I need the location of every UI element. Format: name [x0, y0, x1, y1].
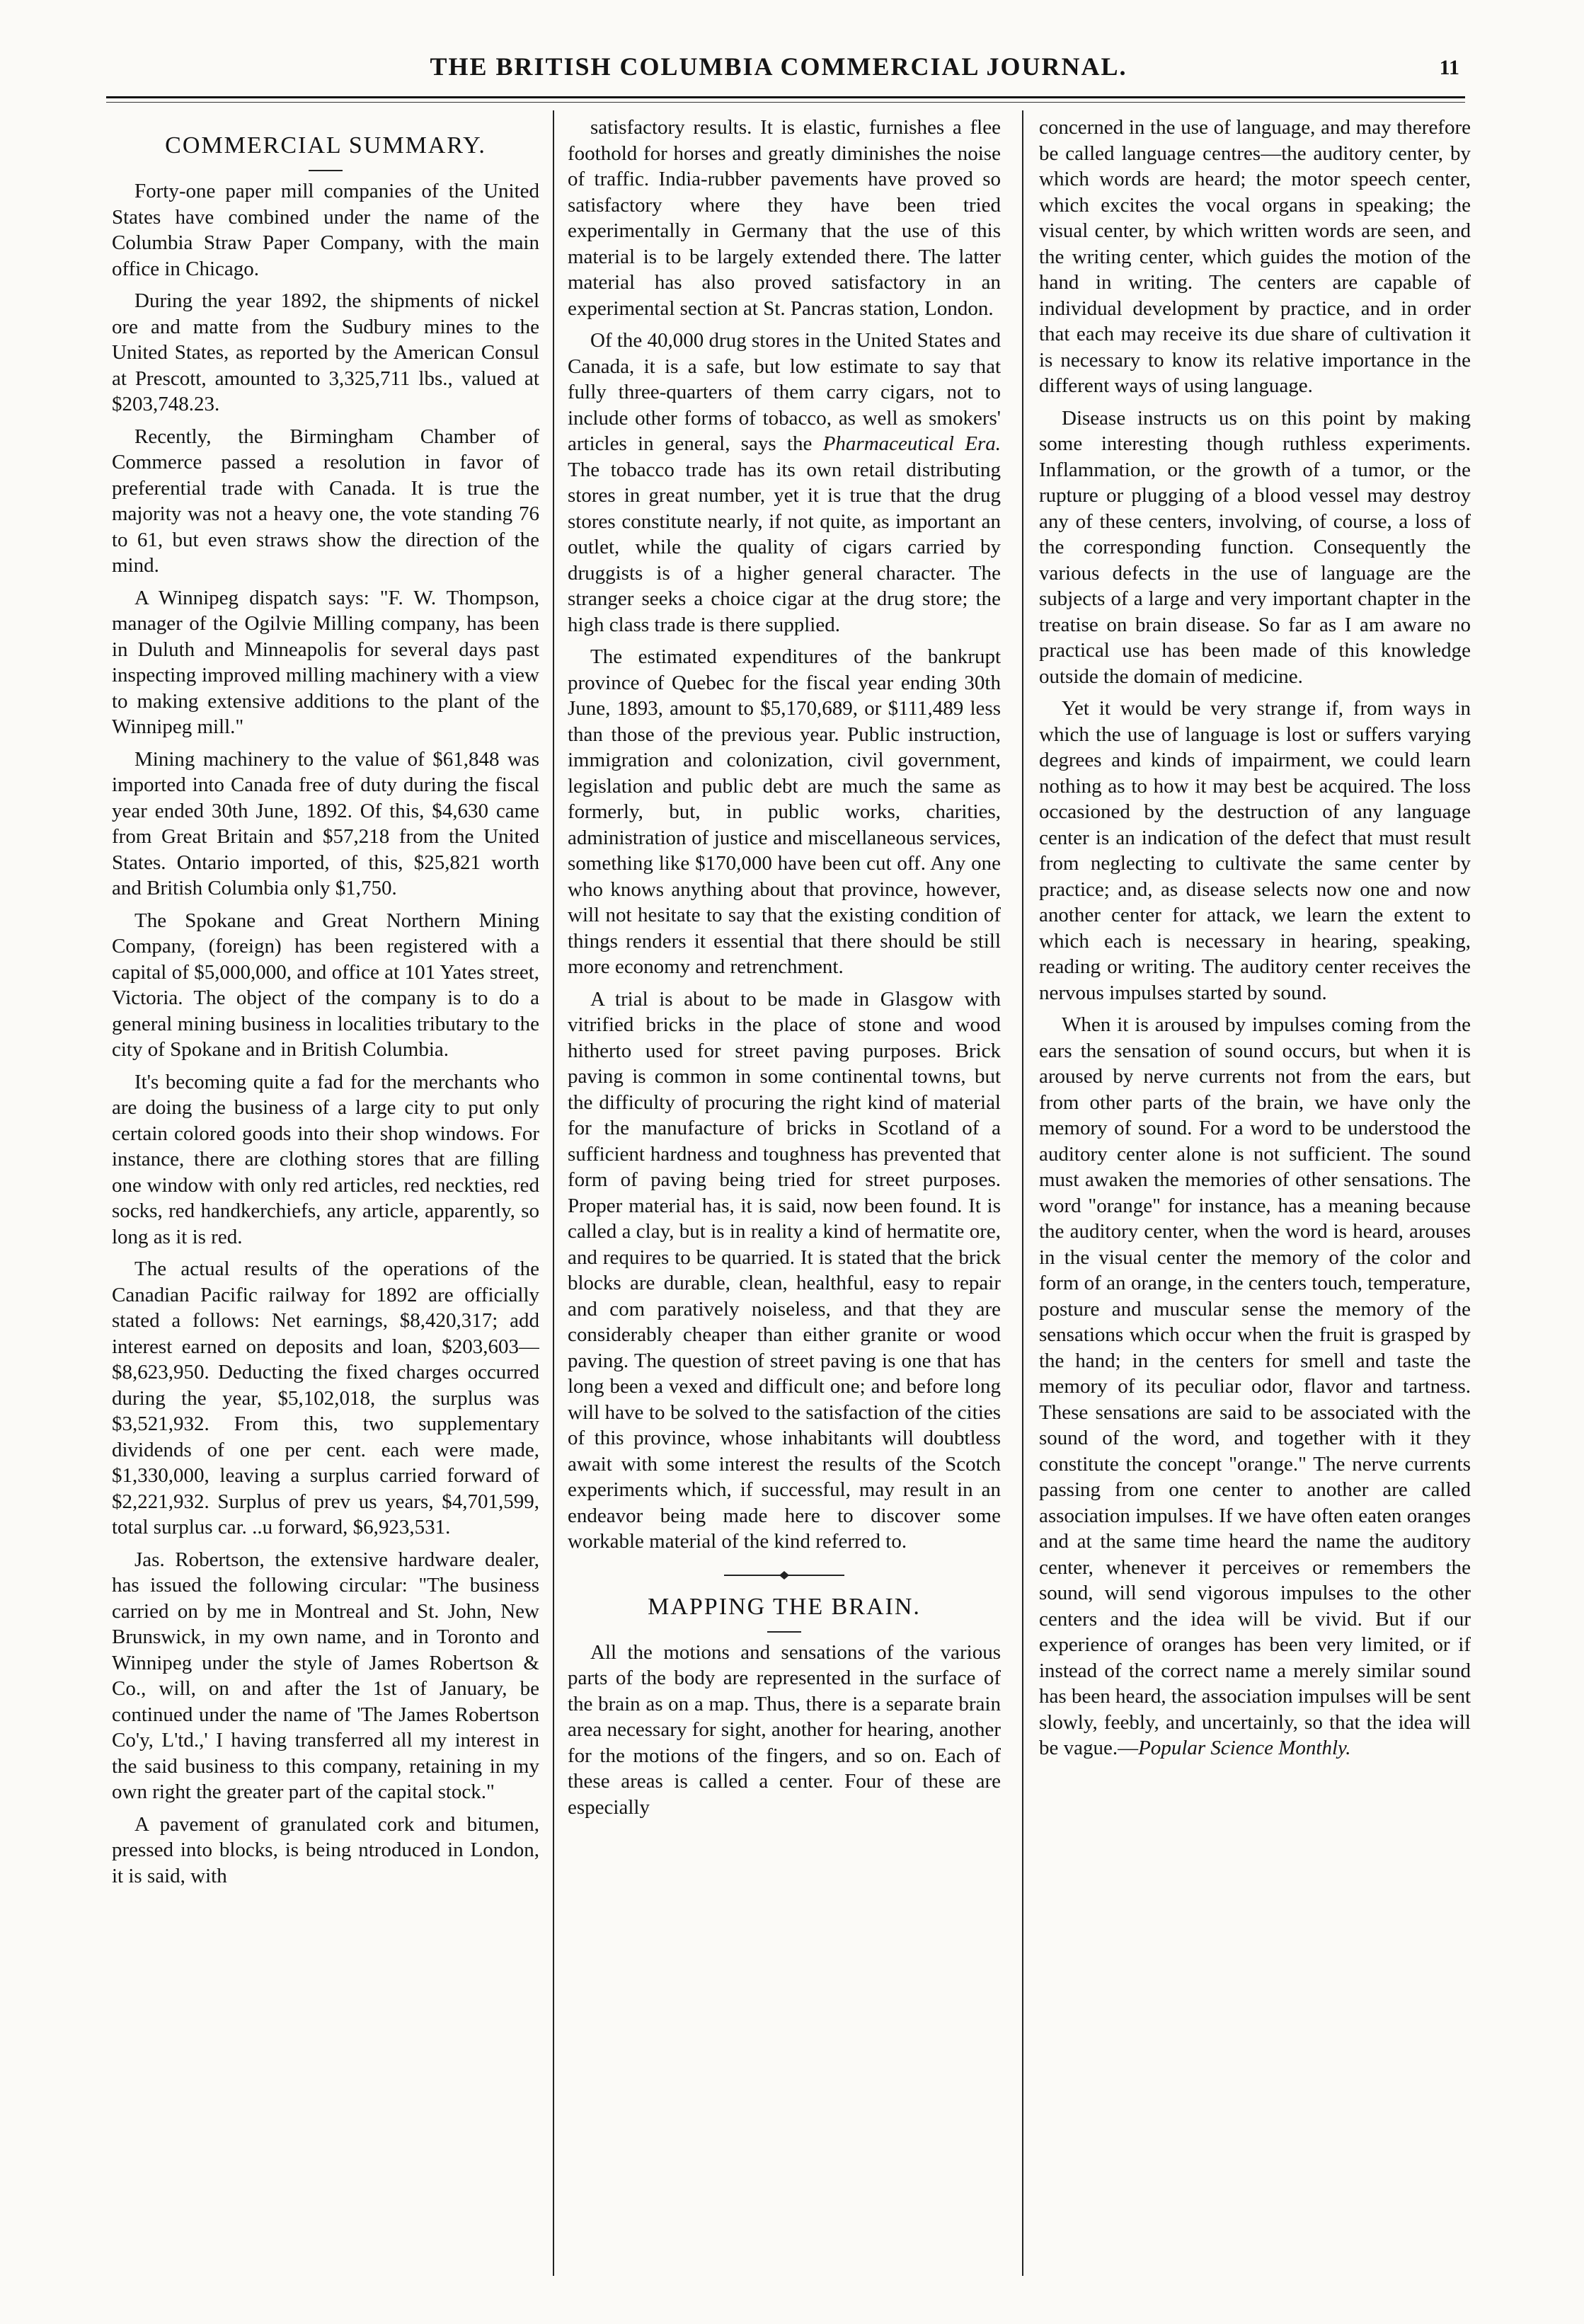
- title-dash: [309, 170, 343, 171]
- drug-store-text: The tobacco trade has its own retail distributing stores in great number, yet it is true that the drug stores constitute nearly, if not quite, as important an outlet, while the quality of cigars carried by druggists is of a higher general character. The stranger seeks a choice cigar at the drug store; the high class trade is there supplied.: [568, 458, 1001, 636]
- page-number: 11: [1439, 56, 1459, 79]
- summary-paragraph: The Spokane and Great Northern Mining Company, (foreign) has been registered with a capital of $5,000,000, and office at 101 Yates street, Victoria. The object of the company is to do a general mining business in localities tributary to the city of Spokane and in British Columbia.: [112, 909, 539, 1061]
- column-three: [1039, 115, 1471, 2280]
- running-head: [106, 51, 1459, 93]
- header-rule-thick: [106, 96, 1465, 98]
- summary-paragraph: During the year 1892, the shipments of nickel ore and matte from the Sudbury mines to the United States, as reported by the American Consul at Prescott, amounted to 3,325,711 lbs., valued at $203,748.23.: [112, 289, 539, 415]
- article-paragraph: satisfactory results. It is elastic, furnishes a flee foothold for horses and greatly diminishes the noise of traffic. India-rubber pavements have proved so satisfactory where they have been tried experimentally in Germany that the use of this material is to be largely extended there. The latter material has also proved satisfactory in an experimental section at St. Pancras station, London.: [568, 116, 1001, 320]
- column-two: [568, 115, 1001, 2280]
- article-text: When it is aroused by impulses coming from the ears the sensation of sound occurs, but when it is aroused by nerve currents not from the ears, but from other parts of the brain, we have only the memory of sound. For a word to be understood the auditory center alone is not sufficient. The sound must awaken the memories of other sensations. The word "orange" for instance, has a meaning because the auditory center, when the word is heard, arouses in the visual center the memory of the color and form of an orange, in the centers touch, temperature, posture and muscular sense the memory of the sensations which occur when the fruit is grasped by the hand; in the centers for smell and taste the memory of its peculiar odor, flavor and tartness. These sensations are said to be associated with the sound of the word, and together with it they constitute the concept "orange." The nerve currents passing from one center to another are called association impulses. If we have often eaten oranges and at the same time heard the name the auditory center, whenever it perceives or remembers the sound, will send vigorous impulses to the other centers and the idea will be vivid. But if our experience of oranges has been very limited, or if instead of the correct name a merely similar sound has been heard, the association impulses will be sent slowly, feebly, and uncertainly, so that the idea will be vague.—: [1039, 1013, 1471, 1759]
- drug-store-text: Of the 40,000 drug stores in the United States and Canada, it is a safe, but low estimate to say that fully three-quarters of them carry cigars, not to include other forms of tobacco, as well as smokers' articles in general, says the: [568, 329, 1001, 455]
- commercial-summary-title: COMMERCIAL SUMMARY.: [165, 132, 486, 159]
- article-paragraph: A trial is about to be made in Glasgow with vitrified bricks in the place of stone and wood hitherto used for street paving purposes. Brick paving is common in some continental towns, but the difficulty of procuring the right kind of material for the manufacture of bricks in Scotland of a sufficient hardness and toughness has prevented that form of paving being tried for street purposes. Proper material has, it is said, now been found. It is called a clay, but is in reality a kind of hermatite ore, and requires to be quarried. It is stated that the brick blocks are durable, clean, healthful, easy to repair and com paratively noiseless, and that they are considerably cheaper than either granite or wood paving. The question of street paving is one that has long been a vexed and difficult one; and before long will have to be solved to the satisfaction of the cities of this province, whose inhabitants will doubtless await with some interest the results of the Scotch experiments which, if successful, may result in an endeavor being made here to discover some workable material of the kind referred to.: [568, 987, 1001, 1553]
- summary-paragraph: A Winnipeg dispatch says: "F. W. Thompson, manager of the Ogilvie Milling company, has been in Duluth and Minneapolis for several days past inspecting improved milling machinery with a view to making extensive additions to the plant of the Winnipeg mill.": [112, 586, 539, 738]
- journal-name: Pharmaceutical Era.: [822, 432, 1001, 455]
- article-paragraph: Disease instructs us on this point by making some interesting though ruthless experiments. Inflammation, or the growth of a tumor, or the rupture or plugging of a blood vessel may destroy any of these centers, involving, of course, a loss of the corresponding function. Consequently the various defects in the use of language are the subjects of a large and very important chapter in the treatise on brain disease. So far as I am aware no practical use has been made of this knowledge outside the domain of medicine.: [1039, 406, 1471, 688]
- summary-paragraph: A pavement of granulated cork and bitumen, pressed into blocks, is being ntroduced in London, it is said, with: [112, 1812, 539, 1887]
- summary-paragraph: Mining machinery to the value of $61,848 was imported into Canada free of duty during the fiscal year ended 30th June, 1892. Of this, $4,630 came from Great Britain and $57,218 from the United States. Ontario imported, of this, $25,821 worth and British Columbia only $1,750.: [112, 747, 539, 899]
- summary-paragraph: Jas. Robertson, the extensive hardware dealer, has issued the following circular: "The business carried on by me in Montreal and St. John, New Brunswick, in my own name, and in Toronto and Winnipeg under the style of James Robertson & Co., will, on and after the 1st of January, be continued under the name of 'The James Robertson Co'y, L'td.,' I having transferred all my interest in the said business to this company, retaining in my own right the greater part of the capital stock.": [112, 1548, 539, 1803]
- column-divider: [553, 110, 554, 2276]
- section-divider-ornament: [724, 1570, 844, 1580]
- article-paragraph: Yet it would be very strange if, from ways in which the use of language is lost or suffers varying degrees and kinds of impairment, we could learn nothing as to how it may best be acquired. The loss occasioned by the destruction of any language center is an indication of the defect that must result from neglecting to cultivate the same center by practice; and, as disease selects now one and now another center for attack, we learn the extent to which each is necessary in hearing, speaking, reading or writing. The auditory center receives the nervous impulses started by sound.: [1039, 697, 1471, 1004]
- article-paragraph: The estimated expenditures of the bankrupt province of Quebec for the fiscal year ending 30th June, 1893, amount to $5,170,689, or $111,489 less than those of the previous year. Public instruction, immigration and colonization, civil government, legislation and public debt are much the same as formerly, but, in public works, charities, administration of justice and miscellaneous services, something like $170,000 have been cut off. Any one who knows anything about that province, however, will not hesitate to say that the existing condition of things renders it essential that there should be still more economy and retrenchment.: [568, 645, 1001, 978]
- article-paragraph: All the motions and sensations of the various parts of the body are represented in the surface of the brain as on a map. Thus, there is a separate brain area necessary for sight, another for hearing, another for the motions of the fingers, and so on. Each of these areas is called a center. Four of these are especially: [568, 1640, 1001, 1819]
- drug-store-paragraph: [568, 328, 1001, 638]
- column-divider: [1022, 110, 1023, 2276]
- summary-paragraph: The actual results of the operations of the Canadian Pacific railway for 1892 are officially stated a follows: Net earnings, $8,420,317; add interest earned on deposits and loan, $203,603—$8,623,950. Deducting the fixed charges occurred during the year, $5,102,018, the surplus was $3,521,932. From this, two supplementary dividends of one per cent. each were made, $1,330,000, leaving a surplus carried forward of $2,221,932. Surplus of prev us years, $4,701,599, total surplus car. ..u forward, $6,923,531.: [112, 1258, 539, 1538]
- summary-paragraph: Recently, the Birmingham Chamber of Commerce passed a resolution in favor of preferential trade with Canada. It is true the majority was not a heavy one, the vote standing 76 to 61, but even straws show the direction of the mind.: [112, 425, 539, 577]
- commercial-summary-body: [112, 178, 539, 1889]
- mapping-the-brain-title: MAPPING THE BRAIN.: [648, 1593, 921, 1620]
- column-one: [112, 119, 539, 2284]
- title-dash: [767, 1631, 801, 1633]
- header-rule-thin: [106, 102, 1465, 103]
- article-paragraph: concerned in the use of language, and may therefore be called language centres—the auditory center, by which words are heard; the motor speech center, which excites the vocal organs in speaking; the visual center, by which written words are seen, and the writing center, which guides the motion of the hand in writing. The centers are capable of individual development by practice, and in order that each may receive its due share of cultivation it is necessary to know its relative importance in the different ways of using language.: [1039, 116, 1471, 397]
- masthead-title: THE BRITISH COLUMBIA COMMERCIAL JOURNAL.: [430, 52, 1127, 81]
- article-paragraph-final: [1039, 1012, 1471, 1761]
- source-credit: Popular Science Monthly.: [1138, 1737, 1351, 1759]
- summary-paragraph: Forty-one paper mill companies of the United States have combined under the name of the Columbia Straw Paper Company, with the main office in Chicago.: [112, 180, 539, 280]
- summary-paragraph: It's becoming quite a fad for the merchants who are doing the business of a large city to put only certain colored goods into their shop windows. For instance, there are clothing stores that are filling one window with only red articles, red neckties, red socks, red handkerchiefs, any article, apparently, so long as it is red.: [112, 1070, 539, 1248]
